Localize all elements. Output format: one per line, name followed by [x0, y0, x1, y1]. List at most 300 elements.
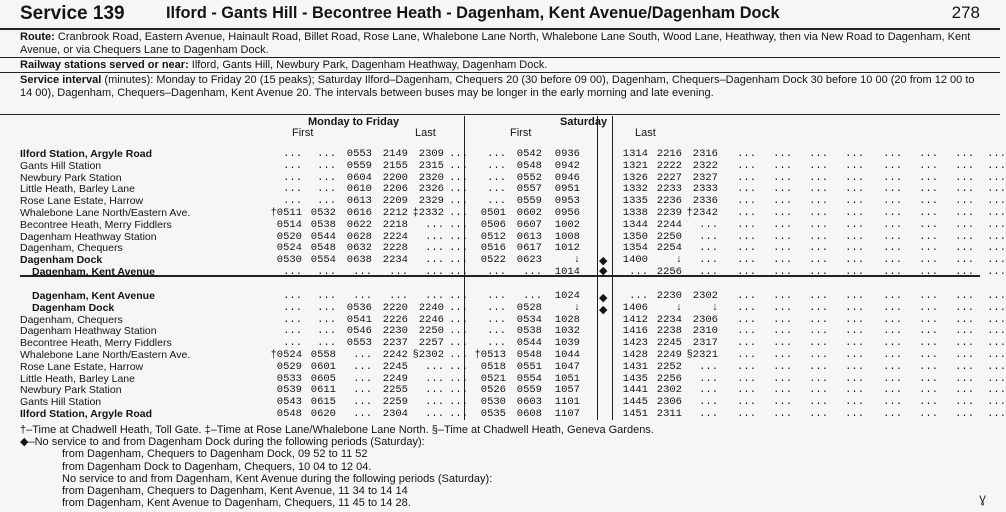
time-cell: ...: [845, 408, 864, 420]
time-cell: ...: [487, 337, 506, 350]
time-cell: ↓: [675, 254, 682, 267]
time-cell: 2155: [382, 159, 408, 172]
time-cell: ...: [919, 408, 938, 420]
time-cell: ...: [425, 290, 444, 302]
time-cell: ...: [845, 242, 864, 255]
time-cell: ...: [773, 290, 792, 302]
time-cell: ...: [955, 195, 974, 208]
time-cell: ...: [449, 396, 468, 409]
time-cell: 1326: [622, 171, 648, 184]
route-label: Route:: [20, 31, 55, 43]
time-cell: 0533: [276, 372, 302, 385]
time-cell: ...: [809, 360, 828, 373]
time-cell: ...: [987, 183, 1006, 196]
time-cell: ...: [699, 396, 718, 409]
time-cell: ...: [773, 337, 792, 350]
time-cell: ...: [883, 148, 902, 160]
time-cell: 2309: [418, 148, 444, 160]
time-cell: ...: [353, 384, 372, 397]
time-cell: 1314: [622, 148, 648, 160]
footnote-diamond: ◆–No service to and from Dagenham Dock during the following periods (Saturday):: [20, 436, 425, 449]
time-cell: ...: [987, 301, 1006, 314]
time-cell: ...: [425, 254, 444, 267]
time-cell: 2224: [382, 230, 408, 243]
time-cell: ...: [809, 349, 828, 361]
time-cell: ...: [845, 384, 864, 397]
time-cell: 0951: [554, 183, 580, 196]
time-cell: ↓: [573, 301, 580, 314]
time-cell: 0552: [516, 171, 542, 184]
time-cell: ...: [425, 230, 444, 243]
time-cell: 2255: [382, 384, 408, 397]
time-cell: 1354: [622, 242, 648, 255]
time-cell: ...: [955, 148, 974, 160]
time-cell: 0543: [276, 396, 302, 409]
time-cell: 0604: [346, 171, 372, 184]
time-cell: ...: [773, 171, 792, 184]
time-cell: ...: [919, 195, 938, 208]
time-cell: 1101: [554, 396, 580, 409]
time-cell: ...: [773, 408, 792, 420]
time-cell: ...: [773, 360, 792, 373]
time-cell: 0628: [346, 230, 372, 243]
time-cell: 2212: [382, 207, 408, 219]
time-cell: ...: [317, 148, 336, 160]
time-cell: 2228: [382, 242, 408, 255]
time-cell: ...: [699, 218, 718, 231]
time-cell: 0559: [346, 159, 372, 172]
time-cell: ...: [449, 230, 468, 243]
time-cell: ...: [737, 183, 756, 196]
time-cell: 2302: [656, 384, 682, 397]
time-cell: ...: [955, 218, 974, 231]
time-cell: 0530: [480, 396, 506, 409]
time-cell: ...: [883, 408, 902, 420]
time-cell: ...: [955, 254, 974, 267]
time-cell: 0516: [480, 242, 506, 255]
time-cell: ...: [955, 171, 974, 184]
time-cell: 2200: [382, 171, 408, 184]
time-cell: ...: [919, 301, 938, 314]
time-cell: ...: [919, 171, 938, 184]
time-cell: 1028: [554, 313, 580, 326]
time-cell: ...: [955, 301, 974, 314]
mf-heading: Monday to Friday: [308, 116, 400, 128]
time-cell: 2220: [382, 301, 408, 314]
column-divider: [597, 116, 598, 420]
diamond-marker: ◆: [599, 255, 608, 267]
time-cell: ...: [737, 207, 756, 219]
time-cell: ...: [425, 266, 444, 278]
time-cell: ‡2332: [412, 207, 444, 219]
time-cell: ...: [845, 254, 864, 267]
time-cell: 2250: [418, 325, 444, 338]
time-cell: ...: [737, 384, 756, 397]
stop-name: Newbury Park Station: [20, 384, 122, 397]
time-cell: 0605: [310, 372, 336, 385]
time-cell: 2230: [382, 325, 408, 338]
time-cell: 1051: [554, 372, 580, 385]
time-cell: ...: [449, 325, 468, 338]
stop-name: Dagenham, Kent Avenue: [32, 266, 155, 278]
time-cell: ...: [883, 290, 902, 302]
time-cell: ...: [699, 384, 718, 397]
time-cell: 0936: [554, 148, 580, 160]
time-cell: 2234: [656, 313, 682, 326]
time-cell: ...: [487, 266, 506, 278]
time-cell: ...: [919, 254, 938, 267]
time-cell: 2256: [656, 372, 682, 385]
time-cell: ...: [737, 148, 756, 160]
stop-name: Little Heath, Barley Lane: [20, 183, 135, 196]
sat-heading: Saturday: [560, 116, 608, 128]
time-cell: 1047: [554, 360, 580, 373]
time-cell: ...: [883, 337, 902, 350]
time-cell: ...: [883, 207, 902, 219]
time-cell: 1044: [554, 349, 580, 361]
stop-name: Gants Hill Station: [20, 159, 102, 172]
stop-name: Rose Lane Estate, Harrow: [20, 195, 144, 208]
time-cell: ...: [845, 337, 864, 350]
time-cell: ...: [845, 301, 864, 314]
time-cell: 0520: [276, 230, 302, 243]
time-cell: 0542: [516, 148, 542, 160]
time-cell: ...: [809, 372, 828, 385]
stop-name: Dagenham, Kent Avenue: [32, 290, 155, 302]
time-cell: ...: [389, 266, 408, 278]
time-cell: ...: [883, 325, 902, 338]
time-cell: ...: [773, 159, 792, 172]
time-cell: ...: [449, 148, 468, 160]
railway-label: Railway stations served or near:: [20, 59, 189, 71]
time-cell: ...: [919, 290, 938, 302]
time-cell: 1008: [554, 230, 580, 243]
time-cell: 1338: [622, 207, 648, 219]
time-cell: 2234: [382, 254, 408, 267]
time-cell: ...: [487, 290, 506, 302]
time-cell: ...: [737, 372, 756, 385]
time-cell: 2252: [656, 360, 682, 373]
time-cell: 2333: [692, 183, 718, 196]
stop-name: Dagenham, Chequers: [20, 242, 123, 255]
time-cell: ...: [699, 408, 718, 420]
time-cell: 0553: [346, 148, 372, 160]
time-cell: ...: [283, 171, 302, 184]
time-cell: ...: [955, 337, 974, 350]
time-cell: ...: [955, 207, 974, 219]
time-cell: 2249: [656, 349, 682, 361]
time-cell: ...: [737, 254, 756, 267]
time-cell: 1039: [554, 337, 580, 350]
time-cell: 2306: [692, 313, 718, 326]
time-cell: 2317: [692, 337, 718, 350]
time-cell: ...: [699, 230, 718, 243]
mf-first-heading: First: [292, 127, 314, 139]
time-cell: ...: [845, 195, 864, 208]
time-cell: 0953: [554, 195, 580, 208]
time-cell: 0601: [310, 360, 336, 373]
time-cell: 2244: [656, 218, 682, 231]
time-cell: ...: [809, 325, 828, 338]
time-cell: 2315: [418, 159, 444, 172]
time-cell: 2249: [382, 372, 408, 385]
time-cell: 2320: [418, 171, 444, 184]
time-cell: 0548: [516, 159, 542, 172]
time-cell: 2222: [656, 159, 682, 172]
time-cell: 0608: [516, 408, 542, 420]
time-cell: 0524: [276, 242, 302, 255]
time-cell: ...: [987, 254, 1006, 267]
time-cell: ...: [809, 290, 828, 302]
time-cell: ...: [883, 313, 902, 326]
time-cell: ...: [449, 372, 468, 385]
time-cell: ...: [987, 230, 1006, 243]
header-bar: [0, 0, 1000, 30]
stop-name: Little Heath, Barley Lane: [20, 372, 135, 385]
time-cell: 1057: [554, 384, 580, 397]
time-cell: †0524: [270, 349, 302, 361]
time-cell: ...: [883, 230, 902, 243]
time-cell: 1024: [554, 290, 580, 302]
time-cell: 0530: [276, 254, 302, 267]
diamond-marker: ◆: [599, 304, 608, 316]
time-cell: ...: [955, 384, 974, 397]
time-cell: ...: [955, 408, 974, 420]
time-cell: ...: [487, 183, 506, 196]
time-cell: ...: [773, 266, 792, 278]
time-cell: ...: [283, 266, 302, 278]
time-cell: ...: [449, 218, 468, 231]
time-cell: ...: [737, 396, 756, 409]
time-cell: ...: [987, 266, 1006, 278]
stop-name: Ilford Station, Argyle Road: [20, 148, 153, 160]
time-cell: ...: [737, 337, 756, 350]
time-cell: 0559: [516, 384, 542, 397]
time-cell: ...: [845, 396, 864, 409]
time-cell: ...: [883, 301, 902, 314]
time-cell: ...: [449, 384, 468, 397]
time-cell: 0512: [480, 230, 506, 243]
time-cell: 0541: [346, 313, 372, 326]
time-cell: 1428: [622, 349, 648, 361]
time-cell: 0548: [516, 349, 542, 361]
time-cell: 0536: [346, 301, 372, 314]
time-cell: 2237: [382, 337, 408, 350]
time-cell: ...: [353, 408, 372, 420]
time-cell: ...: [283, 195, 302, 208]
time-cell: ...: [919, 325, 938, 338]
time-cell: ...: [699, 242, 718, 255]
time-cell: ...: [449, 337, 468, 350]
time-cell: ...: [317, 159, 336, 172]
time-cell: 0615: [310, 396, 336, 409]
time-cell: 0603: [516, 396, 542, 409]
time-cell: ...: [845, 218, 864, 231]
time-cell: ...: [449, 242, 468, 255]
time-cell: ...: [487, 171, 506, 184]
time-cell: ...: [317, 337, 336, 350]
time-cell: ...: [845, 183, 864, 196]
time-cell: 2149: [382, 148, 408, 160]
time-cell: ...: [955, 313, 974, 326]
time-cell: 1335: [622, 195, 648, 208]
time-cell: 0553: [346, 337, 372, 350]
time-cell: 0522: [480, 254, 506, 267]
time-cell: 0558: [310, 349, 336, 361]
time-cell: ...: [883, 242, 902, 255]
time-cell: 1350: [622, 230, 648, 243]
time-cell: 2316: [692, 148, 718, 160]
time-cell: 0532: [310, 207, 336, 219]
sat-first-heading: First: [510, 127, 532, 139]
time-cell: ...: [919, 313, 938, 326]
time-cell: 2230: [656, 290, 682, 302]
time-cell: ...: [317, 301, 336, 314]
time-cell: 1344: [622, 218, 648, 231]
time-cell: 0529: [276, 360, 302, 373]
time-cell: ...: [425, 372, 444, 385]
time-cell: ...: [737, 408, 756, 420]
footnote-symbols: †–Time at Chadwell Heath, Toll Gate. ‡–Time at Rose Lane/Whalebone Lane North. §–Time at Chadwell Heath, Geneva Gardens.: [20, 424, 654, 436]
time-cell: ...: [987, 290, 1006, 302]
diamond-marker: ◆: [599, 292, 608, 304]
time-cell: ...: [883, 159, 902, 172]
time-cell: 0535: [480, 408, 506, 420]
time-cell: 0538: [310, 218, 336, 231]
time-cell: ...: [737, 218, 756, 231]
time-cell: 0544: [310, 230, 336, 243]
divider: [0, 114, 1000, 115]
time-cell: 0623: [516, 254, 542, 267]
time-cell: ...: [955, 360, 974, 373]
time-cell: ...: [353, 349, 372, 361]
time-cell: ...: [809, 301, 828, 314]
stop-name: Dagenham Dock: [32, 301, 115, 314]
time-cell: 2218: [382, 218, 408, 231]
stop-name: Ilford Station, Argyle Road: [20, 408, 153, 420]
corner-mark-icon: Ɣ: [979, 494, 986, 506]
time-cell: 0632: [346, 242, 372, 255]
time-cell: ...: [487, 325, 506, 338]
time-cell: 2306: [656, 396, 682, 409]
time-cell: 0528: [516, 301, 542, 314]
time-cell: 2245: [382, 360, 408, 373]
time-cell: ...: [987, 171, 1006, 184]
service-interval: [20, 74, 986, 99]
time-cell: 0946: [554, 171, 580, 184]
time-cell: 0622: [346, 218, 372, 231]
divider: [0, 57, 1000, 58]
time-cell: 2304: [382, 408, 408, 420]
time-cell: ...: [773, 230, 792, 243]
stop-name: Whalebone Lane North/Eastern Ave.: [20, 349, 191, 361]
time-cell: ...: [809, 337, 828, 350]
time-cell: ...: [919, 337, 938, 350]
time-cell: ...: [845, 313, 864, 326]
time-cell: 2250: [656, 230, 682, 243]
time-cell: ...: [317, 325, 336, 338]
time-cell: 2257: [418, 337, 444, 350]
time-cell: ...: [955, 230, 974, 243]
time-cell: ...: [987, 337, 1006, 350]
time-cell: ...: [699, 266, 718, 278]
time-cell: 2246: [418, 313, 444, 326]
time-cell: ...: [737, 171, 756, 184]
time-cell: 1014: [554, 266, 580, 278]
time-cell: ...: [809, 266, 828, 278]
time-cell: ...: [737, 325, 756, 338]
time-cell: ...: [883, 254, 902, 267]
time-cell: ...: [955, 349, 974, 361]
time-cell: ...: [737, 360, 756, 373]
time-cell: 0602: [516, 207, 542, 219]
time-cell: ...: [487, 159, 506, 172]
stop-name: Becontree Heath, Merry Fiddlers: [20, 337, 172, 350]
time-cell: 1451: [622, 408, 648, 420]
time-cell: 0620: [310, 408, 336, 420]
time-cell: ...: [449, 349, 468, 361]
time-cell: ...: [283, 148, 302, 160]
time-cell: 1321: [622, 159, 648, 172]
time-cell: 0521: [480, 372, 506, 385]
time-cell: ...: [389, 290, 408, 302]
time-cell: ...: [955, 372, 974, 385]
time-cell: 0611: [310, 384, 336, 397]
time-cell: †2342: [686, 207, 718, 219]
time-cell: 2311: [656, 408, 682, 420]
time-cell: †0511: [270, 207, 302, 219]
time-cell: ...: [845, 349, 864, 361]
time-cell: ...: [353, 396, 372, 409]
time-cell: 2254: [656, 242, 682, 255]
time-cell: 1012: [554, 242, 580, 255]
time-cell: ...: [987, 325, 1006, 338]
stop-name: Rose Lane Estate, Harrow: [20, 360, 144, 373]
time-cell: ...: [773, 325, 792, 338]
time-cell: 2209: [382, 195, 408, 208]
time-cell: §2321: [686, 349, 718, 361]
time-cell: ...: [987, 349, 1006, 361]
time-cell: 2206: [382, 183, 408, 196]
time-cell: ...: [425, 360, 444, 373]
time-cell: ...: [283, 313, 302, 326]
time-cell: ...: [629, 290, 648, 302]
route-description: [20, 31, 986, 56]
time-cell: ...: [883, 349, 902, 361]
time-cell: 0607: [516, 218, 542, 231]
time-cell: ...: [809, 171, 828, 184]
time-cell: 1416: [622, 325, 648, 338]
time-cell: ...: [955, 325, 974, 338]
time-cell: ...: [737, 159, 756, 172]
time-cell: ...: [283, 325, 302, 338]
time-cell: ...: [425, 242, 444, 255]
time-cell: 2245: [656, 337, 682, 350]
time-cell: ...: [523, 290, 542, 302]
time-cell: ...: [737, 313, 756, 326]
time-cell: ...: [845, 290, 864, 302]
time-cell: ...: [449, 313, 468, 326]
time-cell: 1002: [554, 218, 580, 231]
time-cell: ...: [987, 218, 1006, 231]
time-cell: ...: [955, 183, 974, 196]
time-cell: ...: [699, 372, 718, 385]
time-cell: 0514: [276, 218, 302, 231]
time-cell: ...: [883, 218, 902, 231]
time-cell: ...: [449, 171, 468, 184]
time-cell: ...: [809, 230, 828, 243]
time-cell: 0544: [516, 337, 542, 350]
